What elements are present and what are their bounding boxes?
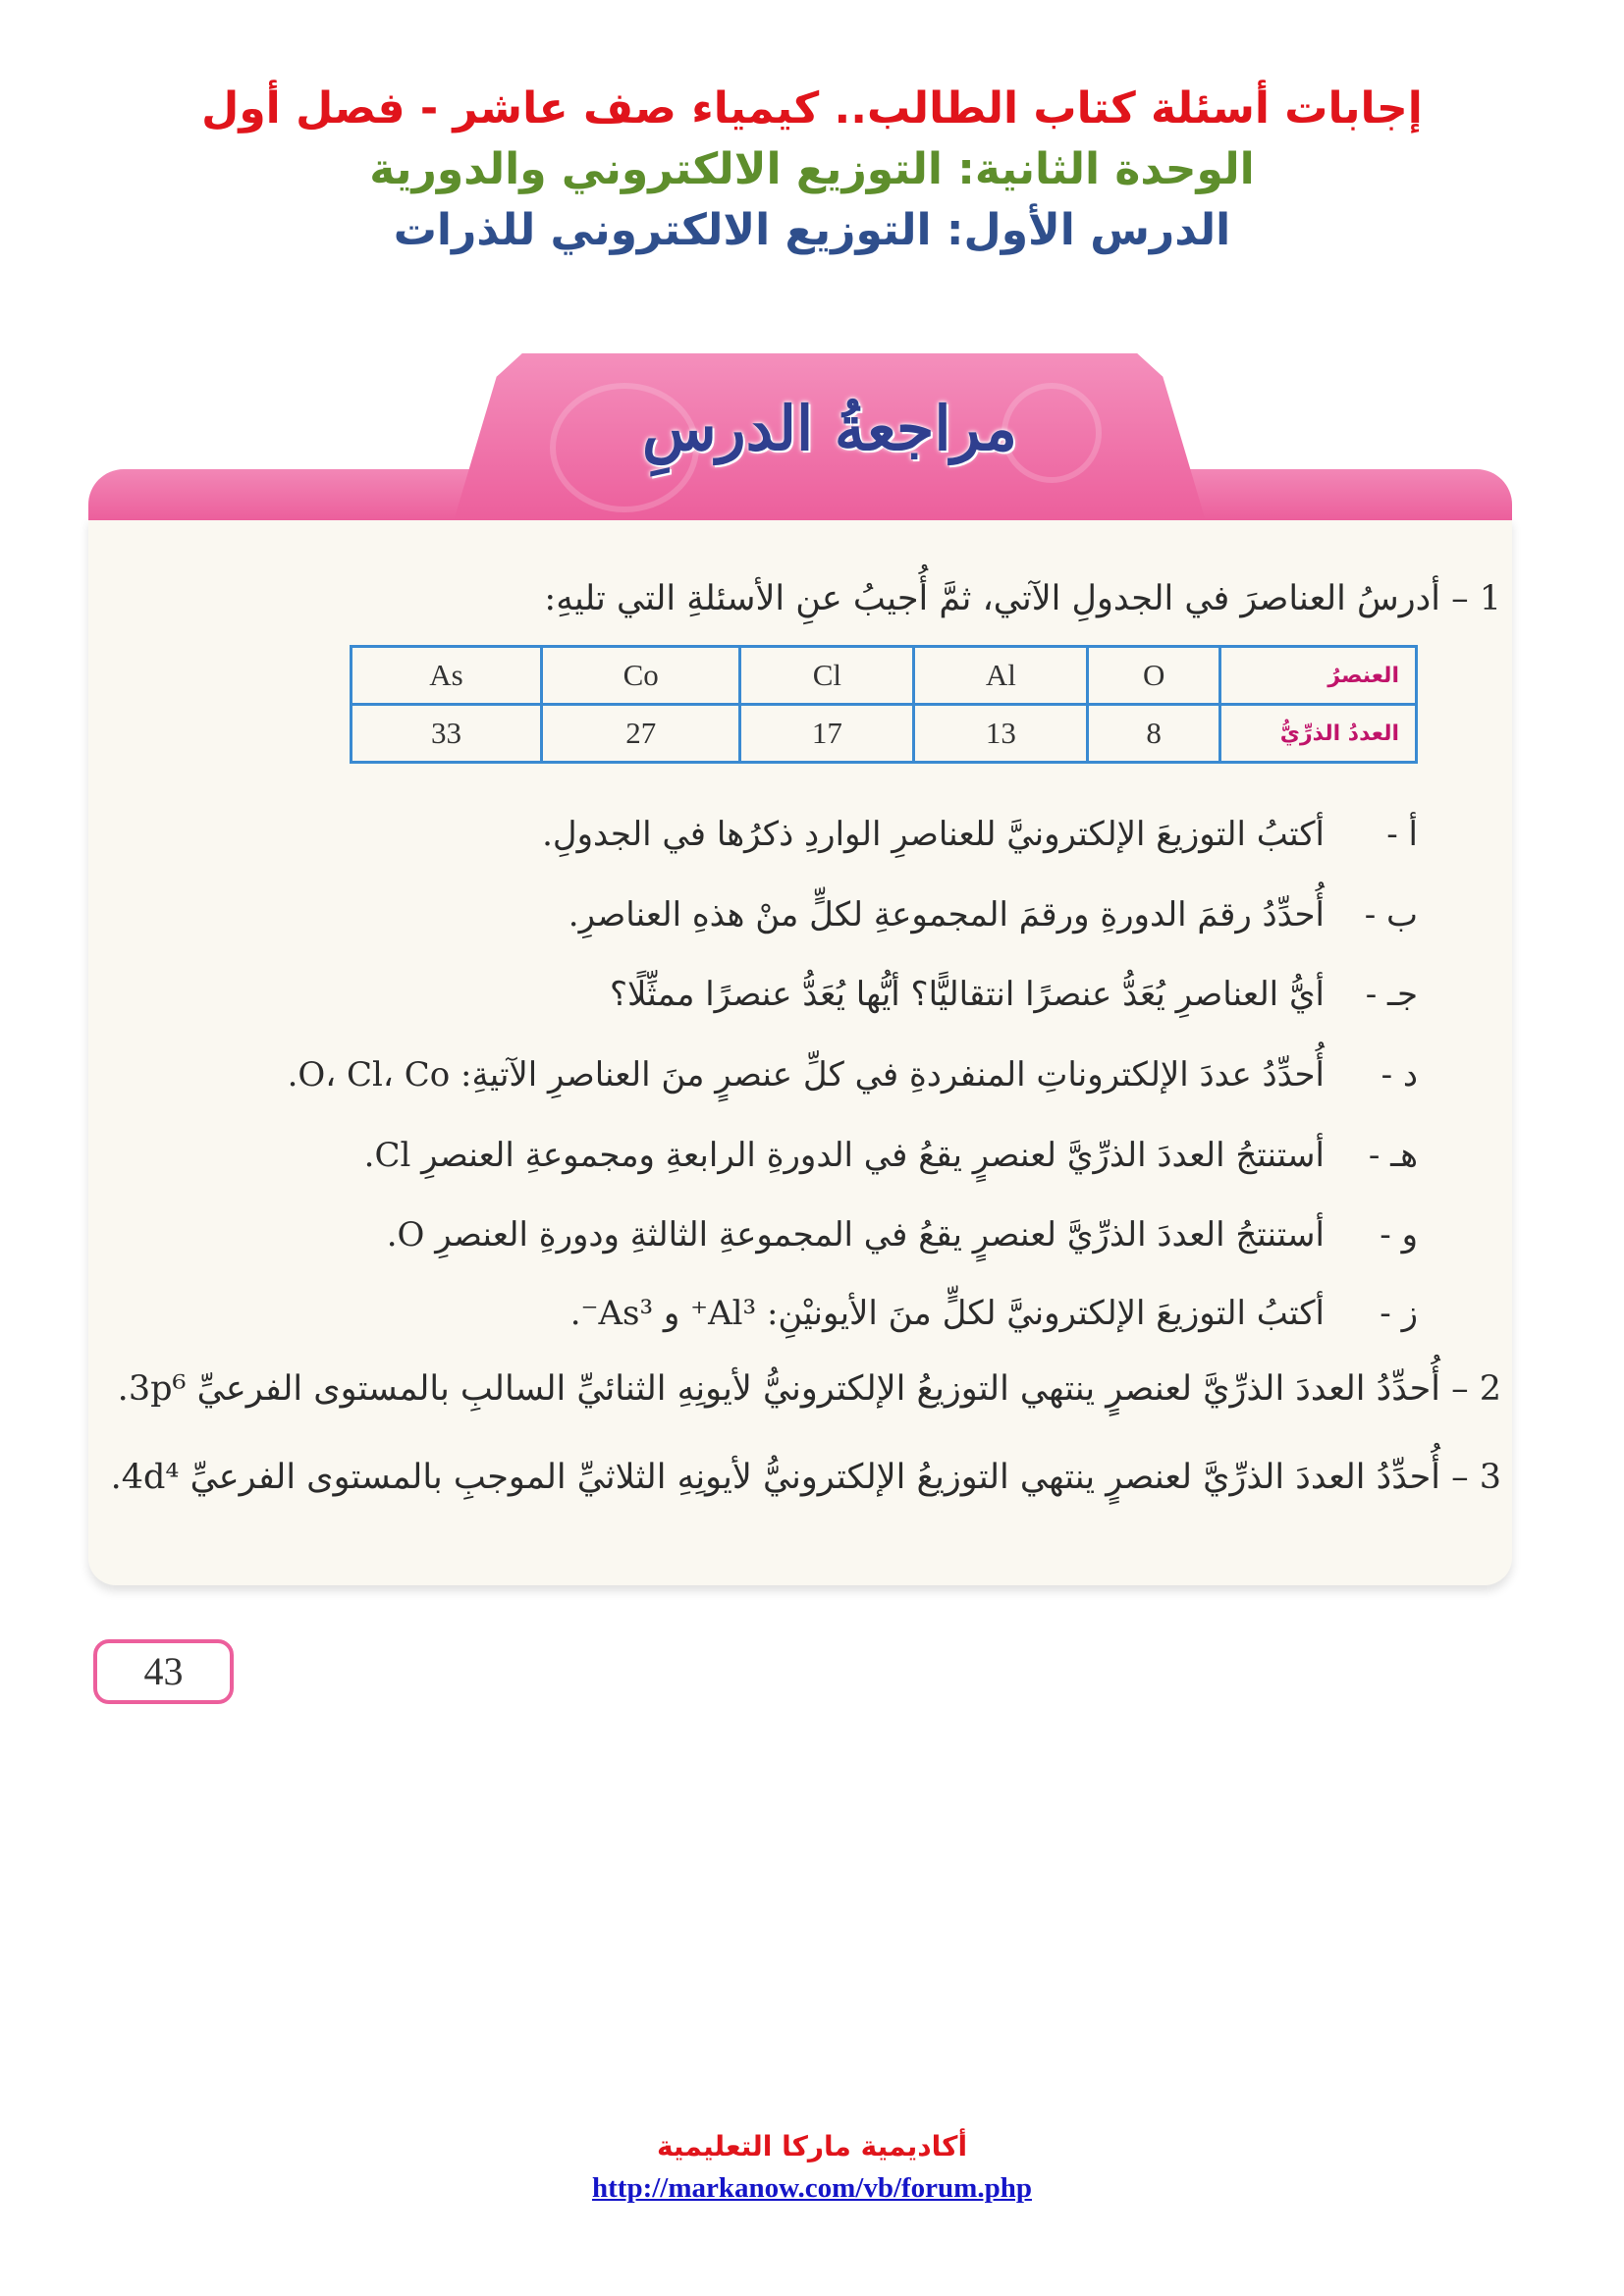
header-title: إجابات أسئلة كتاب الطالب.. كيمياء صف عاشر - فصل أول: [201, 83, 1423, 133]
sub-text: أكتبُ التوزيعَ الإلكترونيَّ للعناصرِ الواردِ ذكرُها في الجدولِ.: [542, 815, 1325, 854]
header-unit: الوحدة الثانية: التوزيع الالكتروني والدورية: [369, 144, 1255, 194]
sub-question-c: [610, 975, 1418, 1014]
table-cell: O: [1088, 647, 1220, 705]
table-cell: Co: [541, 647, 739, 705]
table-row: [352, 705, 1417, 763]
academy-name: أكاديمية ماركا التعليمية: [656, 2130, 968, 2163]
sub-letter: و -: [1380, 1215, 1418, 1255]
sub-question-g: [570, 1294, 1418, 1333]
section-title: مراجعةُ الدرسِ: [642, 393, 1017, 464]
sub-question-e: [364, 1136, 1418, 1175]
question-2: 2 – أُحدِّدُ العددَ الذرِّيَّ لعنصرٍ ينتهي التوزيعُ الإلكترونيُّ لأيونِهِ الثنائيِّ السالبِ بالمستوى الفرعيِّ 3p⁶.: [117, 1369, 1501, 1409]
table-cell: 33: [352, 705, 542, 763]
question-1: 1 – أدرسُ العناصرَ في الجدولِ الآتي، ثمَّ أُجيبُ عنِ الأسئلةِ التي تليهِ:: [544, 579, 1501, 618]
row-label-atomic-number: العددُ الذرِّيُّ: [1220, 705, 1417, 763]
elements-table: [350, 645, 1418, 764]
sub-letter: ب -: [1364, 895, 1418, 934]
table-cell: 13: [914, 705, 1088, 763]
table-cell: 17: [740, 705, 914, 763]
table-row: [352, 647, 1417, 705]
sub-letter: د -: [1380, 1055, 1418, 1095]
page-footer: [0, 2130, 1624, 2205]
sub-letter: هـ -: [1368, 1136, 1418, 1175]
question-3: 3 – أُحدِّدُ العددَ الذرِّيَّ لعنصرٍ ينتهي التوزيعُ الإلكترونيُّ لأيونِهِ الثلاثيِّ الموجبِ بالمستوى الفرعيِّ 4d⁴.: [110, 1458, 1501, 1497]
header-lesson: الدرس الأول: التوزيع الالكتروني للذرات: [393, 205, 1231, 255]
sub-text: أيُّ العناصرِ يُعَدُّ عنصرًا انتقاليًّا؟ أيُّها يُعَدُّ عنصرًا ممثِّلًا؟: [609, 975, 1325, 1014]
sub-text: أُحدِّدُ رقمَ الدورةِ ورقمَ المجموعةِ لكلٍّ منْ هذهِ العناصرِ.: [568, 895, 1325, 934]
table-cell: As: [352, 647, 542, 705]
sub-question-f: [387, 1215, 1418, 1255]
page-number: 43: [93, 1639, 234, 1704]
sub-text: أُحدِّدُ عددَ الإلكتروناتِ المنفردةِ في كلِّ عنصرٍ منَ العناصرِ الآتيةِ: O، Cl، Co.: [287, 1055, 1325, 1095]
sub-question-d: [288, 1055, 1418, 1095]
forum-link[interactable]: http://markanow.com/vb/forum.php: [592, 2172, 1032, 2204]
sub-text: أكتبُ التوزيعَ الإلكترونيَّ لكلٍّ منَ الأيونيْنِ: Al³⁺ و As³⁻.: [569, 1294, 1325, 1333]
sub-text: أستنتجُ العددَ الذرِّيَّ لعنصرٍ يقعُ في المجموعةِ الثالثةِ ودورةِ العنصرِ O.: [386, 1215, 1325, 1255]
page-header: [0, 79, 1624, 261]
table-cell: Al: [914, 647, 1088, 705]
table-cell: 8: [1088, 705, 1220, 763]
sub-question-a: [542, 815, 1418, 854]
sub-question-b: [568, 895, 1418, 934]
sub-letter: أ -: [1386, 815, 1418, 854]
sub-letter: جـ -: [1365, 975, 1418, 1014]
sub-text: أستنتجُ العددَ الذرِّيَّ لعنصرٍ يقعُ في الدورةِ الرابعةِ ومجموعةِ العنصرِ Cl.: [363, 1136, 1325, 1175]
table-cell: 27: [541, 705, 739, 763]
row-label-element: العنصرُ: [1220, 647, 1417, 705]
sub-letter: ز -: [1380, 1294, 1418, 1333]
table-cell: Cl: [740, 647, 914, 705]
